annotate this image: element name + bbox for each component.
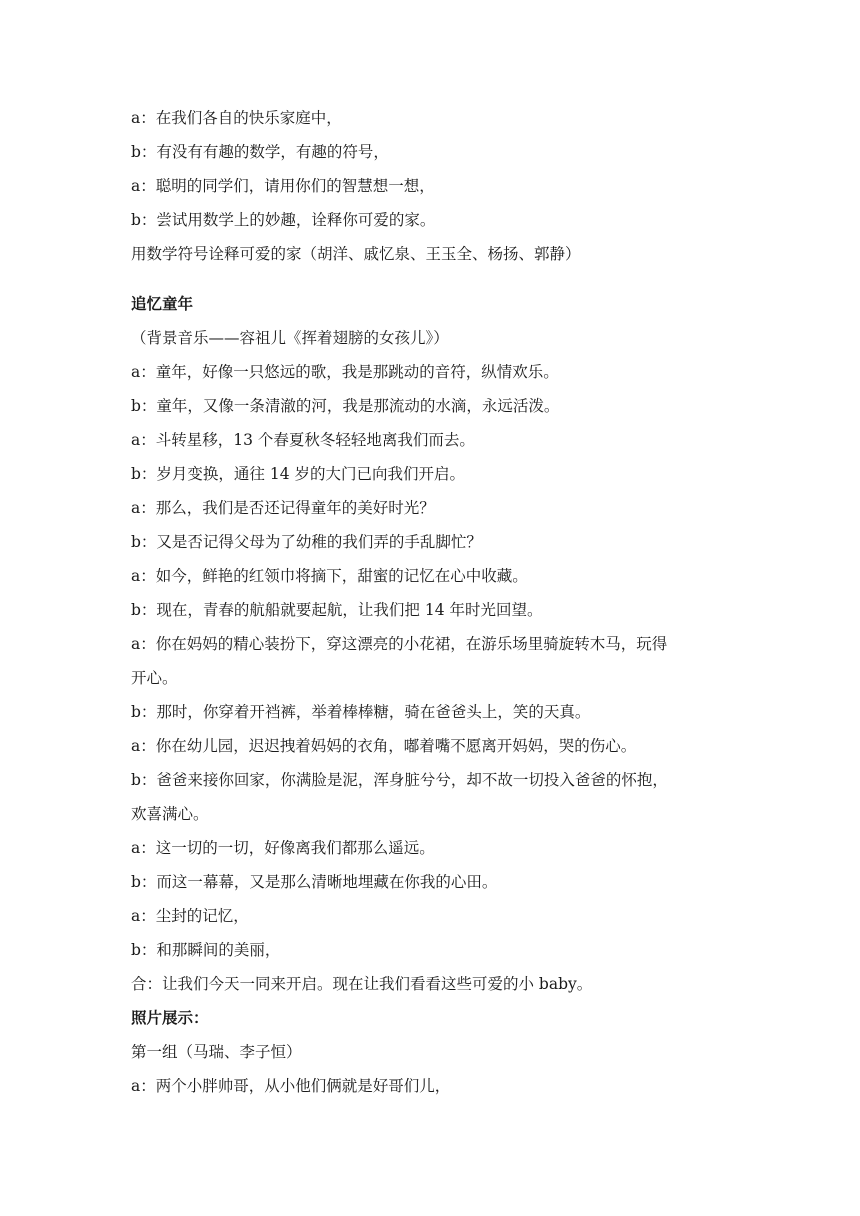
text-line: a：你在幼儿园，迟迟拽着妈妈的衣角，嘟着嘴不愿离开妈妈，哭的伤心。 xyxy=(131,737,637,755)
document-body xyxy=(131,101,736,1103)
text-line: a：这一切的一切，好像离我们都那么遥远。 xyxy=(131,839,435,857)
text-line: a：聪明的同学们，请用你们的智慧想一想， xyxy=(131,177,435,195)
text-line: a：你在妈妈的精心装扮下，穿这漂亮的小花裙，在游乐场里骑旋转木马，玩得 xyxy=(131,635,668,653)
text-line: a：如今，鲜艳的红领巾将摘下，甜蜜的记忆在心中收藏。 xyxy=(131,567,528,585)
photo-group-title: 第一组（马瑞、李子恒） xyxy=(131,1043,302,1061)
text-line: a：两个小胖帅哥，从小他们俩就是好哥们儿， xyxy=(131,1077,451,1095)
photo-section xyxy=(131,1001,736,1103)
text-line: a：尘封的记忆， xyxy=(131,907,249,925)
text-line: b：尝试用数学上的妙趣，诠释你可爱的家。 xyxy=(131,211,436,229)
intro-dialogue xyxy=(131,101,736,271)
text-line: b：和那瞬间的美丽， xyxy=(131,941,281,959)
text-line: 欢喜满心。 xyxy=(131,805,209,823)
background-music-note: （背景音乐——容祖儿《挥着翅膀的女孩儿》） xyxy=(131,329,449,347)
text-line: a：那么，我们是否还记得童年的美好时光？ xyxy=(131,499,435,517)
text-line: 开心。 xyxy=(131,669,178,687)
text-line: b：有没有有趣的数学，有趣的符号， xyxy=(131,143,389,161)
section-heading: 照片展示： xyxy=(131,1009,209,1027)
text-line: b：而这一幕幕，又是那么清晰地埋藏在你我的心田。 xyxy=(131,873,498,891)
text-line: b：童年，又像一条清澈的河，我是那流动的水滴，永远活泼。 xyxy=(131,397,560,415)
text-line: b：又是否记得父母为了幼稚的我们弄的手乱脚忙？ xyxy=(131,533,482,551)
text-line: a：童年，好像一只悠远的歌，我是那跳动的音符，纵情欢乐。 xyxy=(131,363,559,381)
text-line: b：爸爸来接你回家，你满脸是泥，浑身脏兮兮，却不故一切投入爸爸的怀抱， xyxy=(131,771,668,789)
text-line: a：斗转星移，13 个春夏秋冬轻轻地离我们而去。 xyxy=(131,431,475,449)
program-item: 用数学符号诠释可爱的家（胡洋、戚忆泉、王玉全、杨扬、郭静） xyxy=(131,245,581,263)
section-heading: 追忆童年 xyxy=(131,295,194,313)
section-spacer xyxy=(131,271,736,287)
text-line: b：岁月变换，通往 14 岁的大门已向我们开启。 xyxy=(131,465,466,483)
text-line: b：现在，青春的航船就要起航，让我们把 14 年时光回望。 xyxy=(131,601,543,619)
text-line: b：那时，你穿着开裆裤，举着棒棒糖，骑在爸爸头上，笑的天真。 xyxy=(131,703,591,721)
childhood-section xyxy=(131,287,736,1001)
text-line: 合：让我们今天一同来开启。现在让我们看看这些可爱的小 baby。 xyxy=(131,975,593,993)
text-line: a：在我们各自的快乐家庭中， xyxy=(131,109,342,127)
